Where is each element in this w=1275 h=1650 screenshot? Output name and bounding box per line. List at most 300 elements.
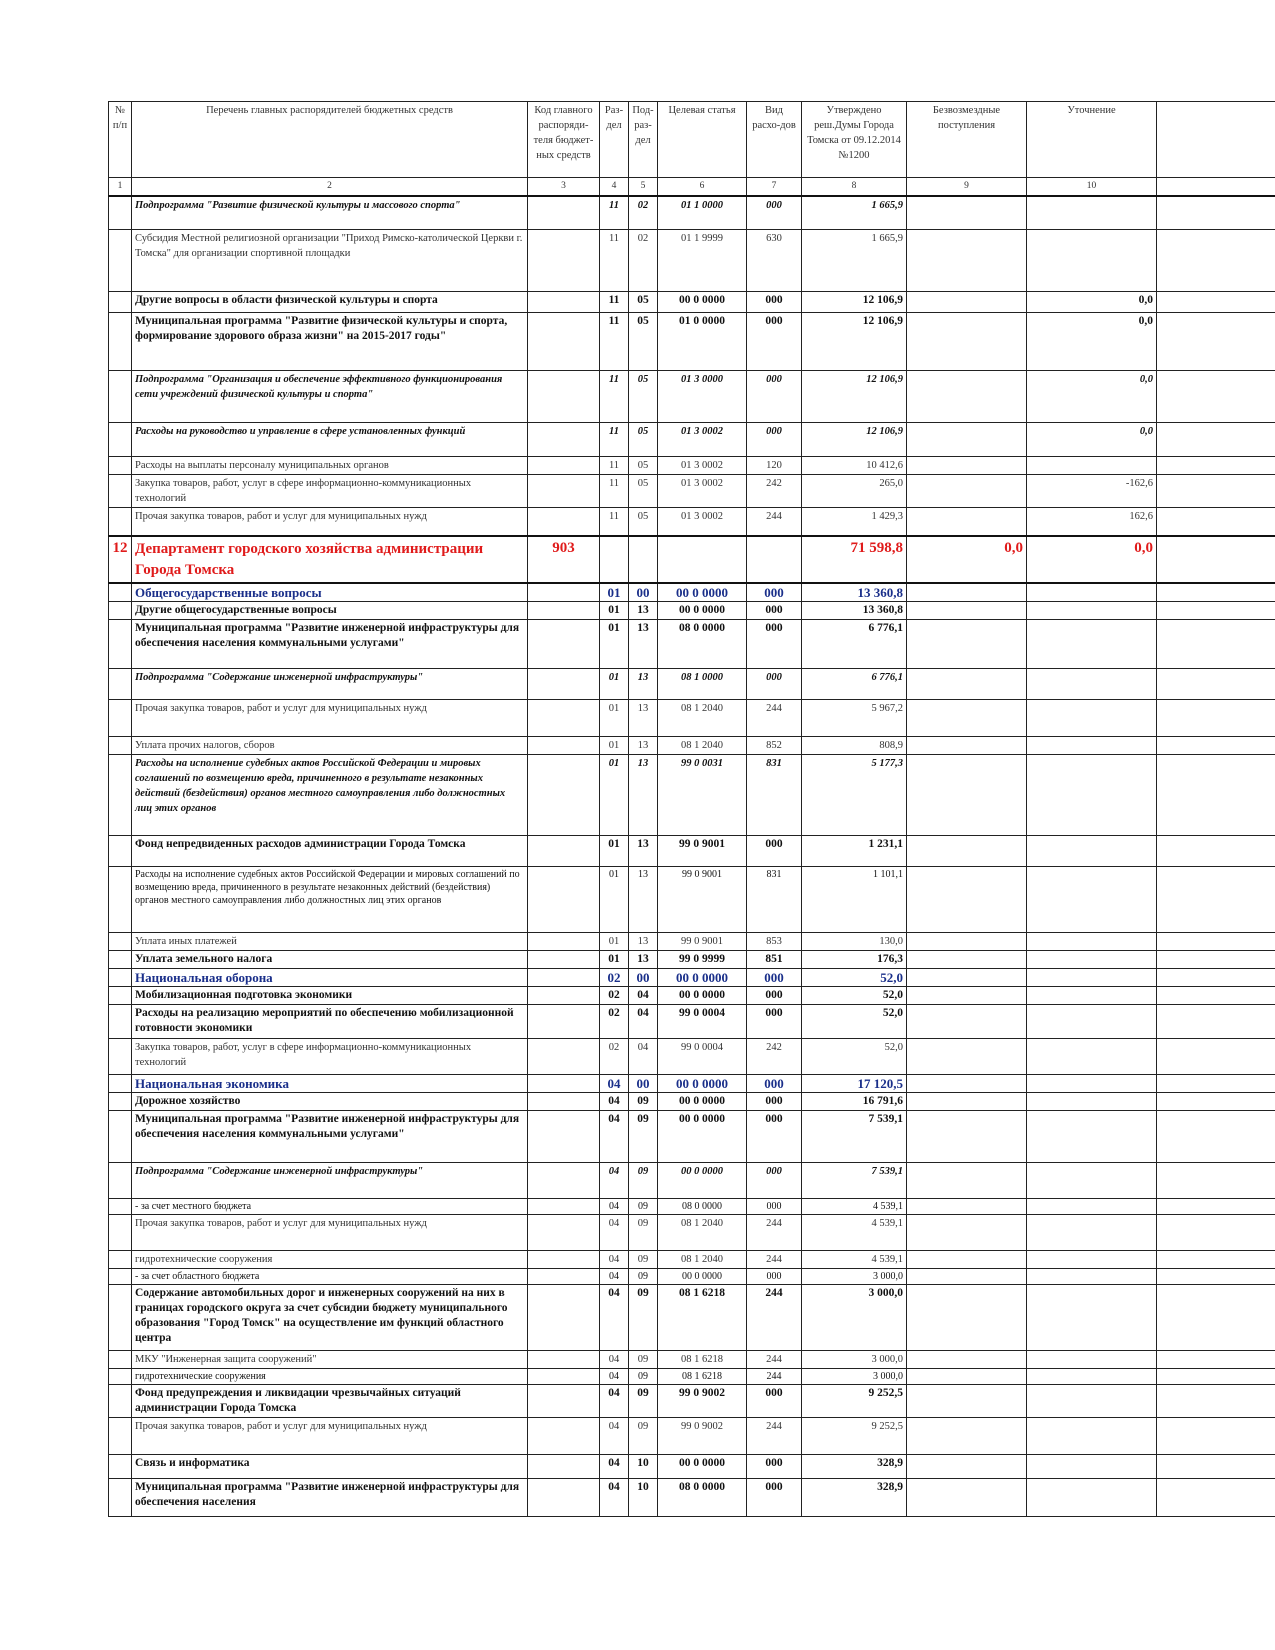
- row-code: [528, 1215, 600, 1251]
- row-subsection: 05: [629, 291, 658, 312]
- row-number: [109, 229, 132, 291]
- table-row: [109, 933, 1275, 951]
- row-expense-type: 000: [747, 669, 802, 700]
- row-approved: 4 539,1: [802, 1215, 907, 1251]
- row-approved: 52,0: [802, 1005, 907, 1039]
- row-code: [528, 669, 600, 700]
- header-extra: [1157, 102, 1275, 178]
- row-approved: 9 252,5: [802, 1385, 907, 1418]
- row-number: [109, 507, 132, 536]
- row-extra: [1157, 474, 1275, 507]
- row-code: [528, 602, 600, 620]
- row-target: 08 1 6218: [658, 1369, 747, 1385]
- row-expense-type: 853: [747, 933, 802, 951]
- row-correction: [1027, 700, 1157, 737]
- row-code: [528, 507, 600, 536]
- row-grants: [907, 602, 1027, 620]
- header-approved: Утверждено реш.Думы Города Томска от 09.12.2014 №1200: [802, 102, 907, 178]
- row-code: 903: [528, 536, 600, 583]
- row-approved: 3 000,0: [802, 1351, 907, 1369]
- row-section: 04: [600, 1385, 629, 1418]
- row-correction: [1027, 1163, 1157, 1199]
- row-expense-type: 244: [747, 1351, 802, 1369]
- header-recipients: Перечень главных распорядителей бюджетных средств: [132, 102, 528, 178]
- row-approved: 1 101,1: [802, 867, 907, 933]
- row-code: [528, 1199, 600, 1215]
- row-target: 99 0 9002: [658, 1385, 747, 1418]
- row-code: [528, 951, 600, 969]
- row-code: [528, 1005, 600, 1039]
- row-target: 01 3 0002: [658, 422, 747, 456]
- row-section: 11: [600, 456, 629, 474]
- row-subsection: 04: [629, 1039, 658, 1075]
- table-row: [109, 1039, 1275, 1075]
- row-extra: [1157, 1039, 1275, 1075]
- table-row: [109, 1285, 1275, 1351]
- row-subsection: 09: [629, 1251, 658, 1269]
- row-approved: 3 000,0: [802, 1285, 907, 1351]
- row-number: [109, 836, 132, 867]
- row-target: 00 0 0000: [658, 1075, 747, 1093]
- row-target: 01 3 0000: [658, 370, 747, 422]
- row-extra: [1157, 507, 1275, 536]
- col-number: 1: [109, 178, 132, 197]
- col-number: 10: [1027, 178, 1157, 197]
- row-target: 99 0 9001: [658, 867, 747, 933]
- row-extra: [1157, 291, 1275, 312]
- row-correction: [1027, 1215, 1157, 1251]
- row-grants: [907, 1351, 1027, 1369]
- row-code: [528, 987, 600, 1005]
- row-correction: [1027, 1351, 1157, 1369]
- row-target: 99 0 0031: [658, 755, 747, 836]
- row-target: 08 0 0000: [658, 1479, 747, 1517]
- table-row: [109, 507, 1275, 536]
- row-section: 04: [600, 1111, 629, 1163]
- row-subsection: 00: [629, 969, 658, 987]
- row-extra: [1157, 1418, 1275, 1455]
- row-label: Уплата иных платежей: [132, 933, 528, 951]
- row-label: Дорожное хозяйство: [132, 1093, 528, 1111]
- row-grants: [907, 1093, 1027, 1111]
- row-number: [109, 1005, 132, 1039]
- row-target: 08 1 2040: [658, 737, 747, 755]
- row-extra: [1157, 1251, 1275, 1269]
- header-code: Код главного распоряди-теля бюджет-ных средств: [528, 102, 600, 178]
- department-row: [109, 536, 1275, 583]
- header-row: [109, 102, 1275, 178]
- row-correction: [1027, 602, 1157, 620]
- row-number: [109, 755, 132, 836]
- row-grants: 0,0: [907, 536, 1027, 583]
- row-subsection: 09: [629, 1418, 658, 1455]
- row-extra: [1157, 422, 1275, 456]
- row-extra: [1157, 1215, 1275, 1251]
- row-number: [109, 1199, 132, 1215]
- row-extra: [1157, 933, 1275, 951]
- row-subsection: 05: [629, 507, 658, 536]
- row-expense-type: 852: [747, 737, 802, 755]
- row-number: [109, 951, 132, 969]
- row-number: [109, 602, 132, 620]
- table-row: [109, 1479, 1275, 1517]
- row-subsection: 02: [629, 229, 658, 291]
- row-expense-type: 000: [747, 969, 802, 987]
- table-row: [109, 456, 1275, 474]
- table-row: [109, 1418, 1275, 1455]
- col-number: 6: [658, 178, 747, 197]
- table-row: [109, 700, 1275, 737]
- row-number: [109, 583, 132, 602]
- row-grants: [907, 1285, 1027, 1351]
- row-grants: [907, 1455, 1027, 1479]
- table-row: [109, 370, 1275, 422]
- row-extra: [1157, 1093, 1275, 1111]
- row-target: 01 1 9999: [658, 229, 747, 291]
- row-correction: [1027, 951, 1157, 969]
- row-label: Подпрограмма "Организация и обеспечение эффективного функционирования сети учреждений физической культуры и спорта": [132, 370, 528, 422]
- row-number: [109, 1385, 132, 1418]
- row-label: Закупка товаров, работ, услуг в сфере информационно-коммуникационных технологий: [132, 1039, 528, 1075]
- row-code: [528, 1075, 600, 1093]
- row-section: 01: [600, 951, 629, 969]
- row-subsection: 13: [629, 620, 658, 669]
- row-label: Муниципальная программа "Развитие физической культуры и спорта, формирование здорового образа жизни" на 2015-2017 годы": [132, 312, 528, 370]
- row-expense-type: 630: [747, 229, 802, 291]
- row-label: Общегосударственные вопросы: [132, 583, 528, 602]
- row-section: 02: [600, 1039, 629, 1075]
- row-approved: 9 252,5: [802, 1418, 907, 1455]
- row-approved: 3 000,0: [802, 1369, 907, 1385]
- header-correction: Уточнение: [1027, 102, 1157, 178]
- row-number: [109, 867, 132, 933]
- row-expense-type: 244: [747, 700, 802, 737]
- table-row: [109, 1351, 1275, 1369]
- row-target: 00 0 0000: [658, 1163, 747, 1199]
- row-section: 02: [600, 987, 629, 1005]
- row-section: 04: [600, 1251, 629, 1269]
- row-code: [528, 583, 600, 602]
- row-expense-type: 851: [747, 951, 802, 969]
- col-number: 9: [907, 178, 1027, 197]
- row-grants: [907, 700, 1027, 737]
- row-code: [528, 370, 600, 422]
- row-number: [109, 1251, 132, 1269]
- row-subsection: 13: [629, 951, 658, 969]
- row-label: Муниципальная программа "Развитие инженерной инфраструктуры для обеспечения населения: [132, 1479, 528, 1517]
- row-expense-type: 244: [747, 1369, 802, 1385]
- table-row: [109, 1005, 1275, 1039]
- row-number: [109, 1269, 132, 1285]
- row-correction: [1027, 1075, 1157, 1093]
- row-expense-type: 000: [747, 1163, 802, 1199]
- row-approved: 6 776,1: [802, 620, 907, 669]
- row-grants: [907, 1039, 1027, 1075]
- row-grants: [907, 969, 1027, 987]
- row-subsection: [629, 536, 658, 583]
- row-correction: [1027, 987, 1157, 1005]
- row-grants: [907, 370, 1027, 422]
- row-expense-type: 000: [747, 1093, 802, 1111]
- row-code: [528, 1285, 600, 1351]
- row-target: 99 0 0004: [658, 1039, 747, 1075]
- row-code: [528, 1455, 600, 1479]
- row-subsection: 09: [629, 1163, 658, 1199]
- table-row: [109, 867, 1275, 933]
- row-section: 02: [600, 969, 629, 987]
- row-subsection: 00: [629, 1075, 658, 1093]
- table-row: [109, 1199, 1275, 1215]
- row-correction: -162,6: [1027, 474, 1157, 507]
- row-section: 04: [600, 1163, 629, 1199]
- row-section: 11: [600, 474, 629, 507]
- table-row: [109, 1455, 1275, 1479]
- row-section: 04: [600, 1093, 629, 1111]
- row-target: 08 0 0000: [658, 620, 747, 669]
- row-label: Подпрограмма "Содержание инженерной инфраструктуры": [132, 669, 528, 700]
- row-code: [528, 1251, 600, 1269]
- row-extra: [1157, 196, 1275, 229]
- row-approved: 5 967,2: [802, 700, 907, 737]
- row-target: 00 0 0000: [658, 602, 747, 620]
- row-target: 00 0 0000: [658, 1111, 747, 1163]
- table-row: [109, 1251, 1275, 1269]
- row-section: 11: [600, 291, 629, 312]
- row-expense-type: 000: [747, 987, 802, 1005]
- row-approved: 52,0: [802, 987, 907, 1005]
- row-grants: [907, 1005, 1027, 1039]
- row-approved: 1 429,3: [802, 507, 907, 536]
- row-target: 00 0 0000: [658, 291, 747, 312]
- row-expense-type: 000: [747, 1479, 802, 1517]
- row-correction: [1027, 583, 1157, 602]
- table-row: [109, 291, 1275, 312]
- row-number: [109, 291, 132, 312]
- table-row: [109, 422, 1275, 456]
- row-section: 11: [600, 312, 629, 370]
- row-extra: [1157, 312, 1275, 370]
- row-number: [109, 669, 132, 700]
- row-grants: [907, 620, 1027, 669]
- row-approved: 3 000,0: [802, 1269, 907, 1285]
- row-grants: [907, 229, 1027, 291]
- row-section: [600, 536, 629, 583]
- row-approved: 265,0: [802, 474, 907, 507]
- row-approved: 4 539,1: [802, 1199, 907, 1215]
- row-code: [528, 1111, 600, 1163]
- row-expense-type: 831: [747, 755, 802, 836]
- row-correction: [1027, 1005, 1157, 1039]
- row-grants: [907, 1111, 1027, 1163]
- row-subsection: 05: [629, 456, 658, 474]
- table-row: [109, 1269, 1275, 1285]
- row-extra: [1157, 1479, 1275, 1517]
- row-approved: 12 106,9: [802, 291, 907, 312]
- row-extra: [1157, 1075, 1275, 1093]
- row-number: [109, 456, 132, 474]
- row-expense-type: 000: [747, 1385, 802, 1418]
- row-number: [109, 1479, 132, 1517]
- row-approved: 328,9: [802, 1455, 907, 1479]
- header-num: № п/п: [109, 102, 132, 178]
- row-target: 08 1 2040: [658, 1251, 747, 1269]
- row-subsection: 04: [629, 987, 658, 1005]
- row-code: [528, 474, 600, 507]
- row-section: 01: [600, 602, 629, 620]
- row-extra: [1157, 951, 1275, 969]
- row-correction: 0,0: [1027, 370, 1157, 422]
- row-correction: [1027, 1455, 1157, 1479]
- row-target: 08 1 2040: [658, 700, 747, 737]
- row-expense-type: [747, 536, 802, 583]
- row-correction: [1027, 1269, 1157, 1285]
- row-code: [528, 1418, 600, 1455]
- table-row: [109, 755, 1275, 836]
- table-row: [109, 229, 1275, 291]
- row-target: 08 1 2040: [658, 1215, 747, 1251]
- row-code: [528, 737, 600, 755]
- row-correction: [1027, 196, 1157, 229]
- row-approved: 71 598,8: [802, 536, 907, 583]
- row-target: 00 0 0000: [658, 1269, 747, 1285]
- header-target: Целевая статья: [658, 102, 747, 178]
- row-label: Прочая закупка товаров, работ и услуг для муниципальных нужд: [132, 1215, 528, 1251]
- row-number: [109, 1163, 132, 1199]
- row-expense-type: 000: [747, 620, 802, 669]
- row-label: Департамент городского хозяйства администрации Города Томска: [132, 536, 528, 583]
- row-section: 11: [600, 507, 629, 536]
- table-row: [109, 669, 1275, 700]
- row-grants: [907, 1215, 1027, 1251]
- row-expense-type: 000: [747, 1075, 802, 1093]
- row-label: Уплата земельного налога: [132, 951, 528, 969]
- row-target: 01 3 0002: [658, 474, 747, 507]
- row-approved: 1 665,9: [802, 196, 907, 229]
- row-correction: 162,6: [1027, 507, 1157, 536]
- row-correction: [1027, 1111, 1157, 1163]
- row-number: [109, 1093, 132, 1111]
- row-section: 11: [600, 422, 629, 456]
- row-section: 04: [600, 1285, 629, 1351]
- row-expense-type: 244: [747, 1215, 802, 1251]
- table-row: [109, 1093, 1275, 1111]
- row-grants: [907, 1369, 1027, 1385]
- row-subsection: 09: [629, 1269, 658, 1285]
- row-number: [109, 1351, 132, 1369]
- row-label: Национальная экономика: [132, 1075, 528, 1093]
- row-section: 04: [600, 1479, 629, 1517]
- row-code: [528, 836, 600, 867]
- row-approved: 1 231,1: [802, 836, 907, 867]
- row-expense-type: 000: [747, 370, 802, 422]
- table-row: [109, 1163, 1275, 1199]
- row-label: Связь и информатика: [132, 1455, 528, 1479]
- row-label: Расходы на выплаты персоналу муниципальных органов: [132, 456, 528, 474]
- row-label: Субсидия Местной религиозной организации "Приход Римско-католической Церкви г. Томска" для организации спортивной площадки: [132, 229, 528, 291]
- row-extra: [1157, 1385, 1275, 1418]
- row-section: 11: [600, 196, 629, 229]
- table-row: [109, 620, 1275, 669]
- row-number: [109, 370, 132, 422]
- row-section: 01: [600, 737, 629, 755]
- row-correction: 0,0: [1027, 312, 1157, 370]
- row-correction: 0,0: [1027, 422, 1157, 456]
- row-extra: [1157, 836, 1275, 867]
- table-row: [109, 312, 1275, 370]
- row-approved: 16 791,6: [802, 1093, 907, 1111]
- row-grants: [907, 196, 1027, 229]
- row-extra: [1157, 370, 1275, 422]
- row-approved: 12 106,9: [802, 370, 907, 422]
- row-correction: [1027, 1093, 1157, 1111]
- section-row: [109, 1075, 1275, 1093]
- row-expense-type: 000: [747, 1455, 802, 1479]
- row-expense-type: 242: [747, 474, 802, 507]
- row-section: 01: [600, 836, 629, 867]
- table-row: [109, 474, 1275, 507]
- col-number: 4: [600, 178, 629, 197]
- table-row: [109, 1369, 1275, 1385]
- row-extra: [1157, 229, 1275, 291]
- row-grants: [907, 1269, 1027, 1285]
- row-code: [528, 196, 600, 229]
- row-expense-type: 000: [747, 422, 802, 456]
- row-label: Другие общегосударственные вопросы: [132, 602, 528, 620]
- header-expense-type: Вид расхо-дов: [747, 102, 802, 178]
- table-row: [109, 196, 1275, 229]
- row-subsection: 10: [629, 1479, 658, 1517]
- row-expense-type: 244: [747, 507, 802, 536]
- row-label: Фонд непредвиденных расходов администрации Города Томска: [132, 836, 528, 867]
- row-expense-type: 000: [747, 312, 802, 370]
- row-number: 12: [109, 536, 132, 583]
- row-target: 00 0 0000: [658, 1093, 747, 1111]
- table-row: [109, 737, 1275, 755]
- row-grants: [907, 933, 1027, 951]
- row-target: 08 0 0000: [658, 1199, 747, 1215]
- row-subsection: 13: [629, 933, 658, 951]
- row-code: [528, 969, 600, 987]
- row-section: 01: [600, 933, 629, 951]
- row-number: [109, 969, 132, 987]
- row-subsection: 05: [629, 312, 658, 370]
- row-subsection: 09: [629, 1369, 658, 1385]
- row-approved: 328,9: [802, 1479, 907, 1517]
- row-target: 99 0 9001: [658, 933, 747, 951]
- row-extra: [1157, 755, 1275, 836]
- row-subsection: 09: [629, 1351, 658, 1369]
- row-subsection: 05: [629, 474, 658, 507]
- row-grants: [907, 836, 1027, 867]
- row-expense-type: 120: [747, 456, 802, 474]
- row-code: [528, 456, 600, 474]
- row-extra: [1157, 669, 1275, 700]
- row-label: Прочая закупка товаров, работ и услуг для муниципальных нужд: [132, 700, 528, 737]
- row-correction: [1027, 1385, 1157, 1418]
- row-grants: [907, 312, 1027, 370]
- row-label: Закупка товаров, работ, услуг в сфере информационно-коммуникационных технологий: [132, 474, 528, 507]
- row-approved: 130,0: [802, 933, 907, 951]
- row-target: 00 0 0000: [658, 583, 747, 602]
- column-number-row: [109, 178, 1275, 197]
- row-number: [109, 933, 132, 951]
- col-number: 5: [629, 178, 658, 197]
- row-section: 01: [600, 583, 629, 602]
- row-target: 99 0 9999: [658, 951, 747, 969]
- row-grants: [907, 755, 1027, 836]
- row-subsection: 02: [629, 196, 658, 229]
- row-code: [528, 867, 600, 933]
